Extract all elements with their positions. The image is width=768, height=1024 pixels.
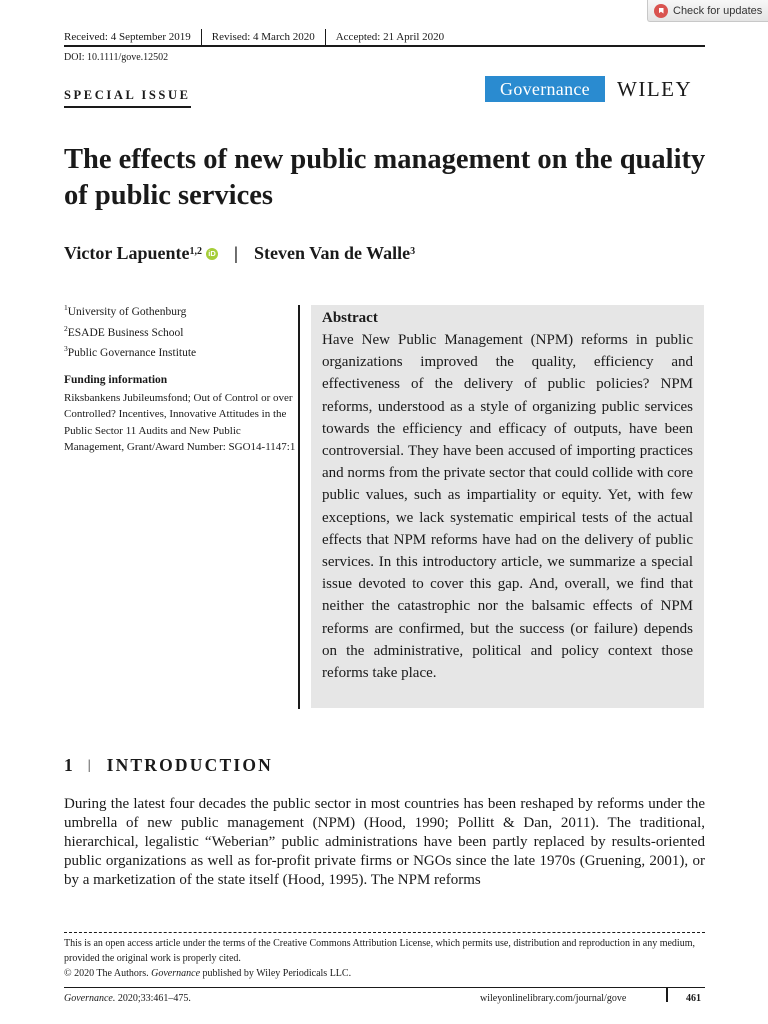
affiliation-item <box>64 341 294 362</box>
body-paragraph: During the latest four decades the public sector in most countries has been reshaped by reforms under the umbrella of new public management (NPM) (Hood, 1990; Pollitt & Dan, 2011). The traditional, hierarchical, legalistic “Weberian” public administrations have been partly replaced by results-oriented public organizations as well as for-profit private firms or NGOs since the late 1970s (Gruening, 2001), or by a marketization of the state itself (Hood, 1995). The NPM reforms <box>64 796 705 889</box>
footnote-rule <box>64 932 705 933</box>
abstract-box <box>311 305 704 708</box>
section-number: 1 <box>64 755 73 775</box>
bookmark-icon <box>654 4 668 18</box>
check-for-updates-label: Check for updates <box>673 4 763 17</box>
copyright-journal: Governance <box>151 968 201 979</box>
section-title: INTRODUCTION <box>106 755 273 775</box>
journal-logo: Governance <box>485 76 605 102</box>
abstract-text: Have New Public Management (NPM) reforms in public organizations improved the quality, efficiency and effectiveness of the delivery of public policies? NPM reforms, understood as a style of organizing public services towards the efficiency and efficacy of outputs, have been controversial. They have been accused of importing practices and norms from the private sector that could collide with core public values, such as impartiality or equity. Yet, with few exceptions, we lack systematic empirical tests of the actual effects that NPM reforms have had on the delivery of public services. In this introductory article, we summarize a special issue devoted to cover this gap. And, overall, we find that neither the catastrophic nor the balsamic effects of NPM reforms are confirmed, but the success (or failure) depends on the administrative, political and policy context those reforms take place. <box>322 332 693 682</box>
received-date: Received: 4 September 2019 <box>64 31 191 43</box>
affiliation-text: Public Governance Institute <box>67 346 197 359</box>
copyright-suffix: published by Wiley Periodicals LLC. <box>202 968 352 979</box>
page-number: 461 <box>686 993 701 1004</box>
affiliation-item <box>64 321 294 342</box>
header-rule <box>64 45 705 47</box>
publisher-logo: WILEY <box>617 77 693 101</box>
abstract-rule <box>298 305 300 709</box>
funding-text: Riksbankens Jubileumsfond; Out of Control or over Controlled? Incentives, Innovative Attitudes in the Public Sector 11 Audits and New Public Management, Grant/Award Number: SGO14-1147:1 <box>64 392 296 453</box>
date-separator <box>201 29 202 46</box>
funding-heading: Funding information <box>64 374 168 386</box>
article-dates <box>64 29 705 45</box>
affiliation-item <box>64 300 294 321</box>
author-name[interactable]: Victor Lapuente <box>64 243 190 263</box>
author-affiliation-marker: 1,2 <box>189 246 202 257</box>
affiliations <box>64 300 294 362</box>
abstract-heading: Abstract <box>322 310 378 326</box>
footer-volume: 2020;33:461–475. <box>117 993 191 1004</box>
affiliation-text: ESADE Business School <box>67 326 184 339</box>
section-separator: | <box>87 757 91 773</box>
author-list <box>64 243 415 264</box>
accepted-date: Accepted: 21 April 2020 <box>335 31 445 43</box>
license-text: This is an open access article under the terms of the Creative Commons Attribution License, which permits use, distribution and reproduction in any medium, provided the original work is properly cited. <box>64 938 695 964</box>
affiliation-text: University of Gothenburg <box>67 305 187 318</box>
footer-url[interactable]: wileyonlinelibrary.com/journal/gove <box>480 993 627 1004</box>
footer-journal: Governance. <box>64 993 116 1004</box>
affiliation-number: 1 <box>64 303 68 312</box>
footer-citation <box>64 993 191 1004</box>
author-affiliation-marker: 3 <box>410 246 416 257</box>
license-footnote <box>64 936 705 981</box>
author-name[interactable]: Steven Van de Walle <box>253 243 411 263</box>
doi[interactable]: DOI: 10.1111/gove.12502 <box>64 52 169 63</box>
copyright-line <box>64 966 705 981</box>
date-separator <box>325 29 326 46</box>
section-label: SPECIAL ISSUE <box>64 88 191 108</box>
revised-date: Revised: 4 March 2020 <box>211 31 315 43</box>
footer-rule <box>64 987 705 988</box>
section-heading <box>64 755 273 776</box>
footer-separator <box>666 988 668 1002</box>
copyright-prefix: © 2020 The Authors. <box>64 968 149 979</box>
affiliation-number: 2 <box>64 323 68 333</box>
article-title: The effects of new public management on the quality of public services <box>64 144 706 211</box>
affiliation-number: 3 <box>64 344 68 353</box>
orcid-icon[interactable]: iD <box>206 248 218 260</box>
check-for-updates-button[interactable] <box>647 0 768 22</box>
author-separator: | <box>234 243 238 263</box>
